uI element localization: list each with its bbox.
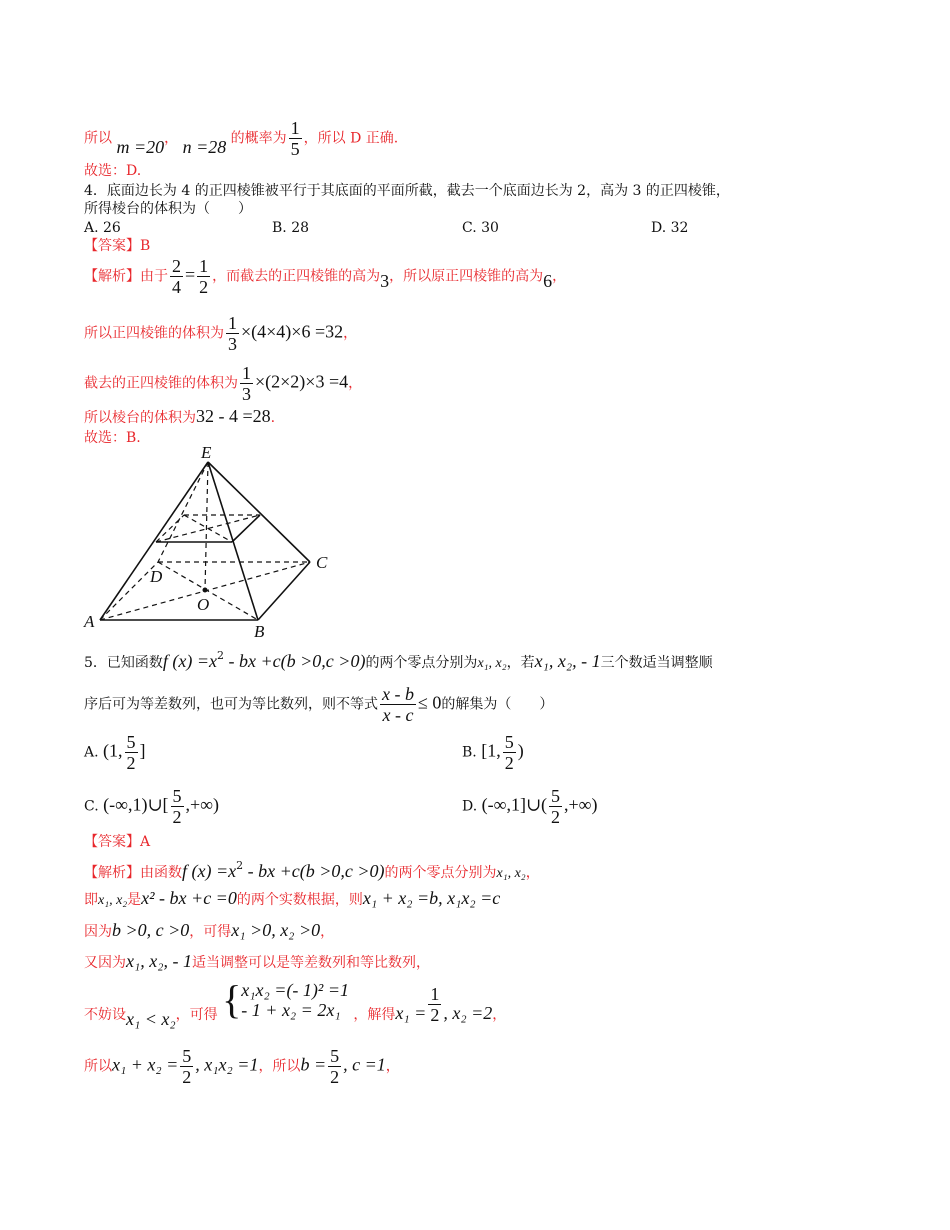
label-C: C	[316, 553, 328, 572]
text: 的解集为（ ）	[441, 696, 554, 713]
label-B: B	[254, 622, 265, 641]
math: x₁, x₂	[496, 866, 526, 881]
math: , c =1	[343, 1054, 386, 1075]
q5-solution-line-6	[84, 1046, 400, 1087]
edge-BC	[258, 562, 310, 620]
math: )	[517, 740, 524, 761]
text: 的两个零点分别为	[384, 865, 497, 881]
math: (-∞,1)∪[	[103, 794, 169, 815]
q4-option-a: A. 26	[84, 220, 121, 236]
fraction: $\frac{5}{2}$	[172, 786, 182, 827]
text: 因为	[84, 924, 112, 940]
brace: {	[222, 977, 242, 1022]
q5-solution-line-3	[84, 920, 334, 942]
q5-stem-line-1	[84, 646, 713, 674]
q5-solution-line-4	[84, 951, 430, 973]
text: ，所以原正四棱锥的高为	[389, 268, 544, 285]
edge-EA	[100, 462, 208, 620]
math-h2: 6	[543, 270, 553, 291]
q5-answer: 【答案】A	[84, 834, 151, 850]
q5-option-a	[84, 732, 146, 773]
fraction: $\frac{5}{2}$	[504, 732, 514, 773]
math: - 1 + x₂ = 2x₁	[241, 1000, 341, 1020]
text: ，	[320, 924, 335, 940]
option-label: C.	[84, 798, 99, 815]
math: b >0, c >0	[112, 920, 190, 940]
fraction: $\frac{1}{2}$	[430, 984, 440, 1025]
text: 即	[84, 892, 98, 908]
fraction: $\frac{1}{2}$	[199, 256, 209, 297]
fraction: $\frac{1}{5}$	[290, 118, 300, 159]
text: ，	[385, 1058, 400, 1075]
math-rel: ≤ 0	[417, 692, 442, 713]
text: ，而截去的正四棱锥的高为	[212, 268, 381, 285]
math: ,+∞)	[564, 794, 598, 815]
q4-solution-line-2	[84, 313, 357, 354]
math: x₁x₂ =(- 1)² =1	[241, 980, 349, 1000]
fraction: $\frac{2}{4}$	[172, 256, 181, 297]
math: ,+∞)	[185, 794, 219, 815]
q4-answer: 【答案】B	[84, 238, 151, 254]
fraction: $\frac{1}{3}$	[242, 363, 251, 404]
label-D: D	[150, 567, 163, 586]
math: (-∞,1]∪(	[481, 794, 548, 815]
edge-ED	[158, 462, 208, 562]
math-f: - bx +c(b >0,c >0)	[224, 651, 366, 671]
math-set: x₁, x₂, - 1	[534, 651, 601, 671]
q5-option-b	[462, 732, 524, 773]
text: 5．已知函数	[84, 655, 163, 671]
text: ，	[552, 268, 567, 285]
option-label: A.	[84, 744, 99, 761]
math: ]	[139, 740, 146, 761]
pyramid-figure	[80, 442, 340, 642]
option-label: D.	[462, 798, 478, 815]
math-expr: ×(2×2)×3 =4	[255, 371, 349, 392]
q4-option-b: B. 28	[272, 220, 310, 236]
math: (1,	[103, 740, 123, 761]
q5-solution-line-1	[84, 856, 540, 884]
math-h1: 3	[380, 270, 390, 291]
math-sup: 2	[236, 859, 244, 872]
q4-stem-line-2: 所得棱台的体积为（ ）	[84, 201, 252, 217]
text: ，所以	[258, 1058, 301, 1075]
q4-option-d: D. 32	[651, 220, 689, 236]
q4-solution-line-1	[84, 256, 566, 297]
point-O	[203, 588, 208, 593]
text: 适当调整可以是等差数列和等比数列，	[192, 955, 430, 971]
text: ，	[492, 1006, 507, 1023]
math-sup: 2	[217, 649, 225, 662]
text: 所以棱台的体积为	[84, 410, 196, 426]
math: x₁ + x₂ =b, x₁x₂ =c	[362, 888, 501, 908]
math-f: f (x) =x	[162, 651, 218, 671]
math-m: m =20	[116, 136, 165, 157]
text: 所以	[84, 1058, 112, 1075]
q5-option-d	[462, 786, 598, 827]
q5-option-c	[84, 786, 219, 827]
text: 由函数	[140, 865, 182, 881]
math: x₁ + x₂ =	[112, 1054, 179, 1075]
label-A: A	[84, 612, 95, 631]
fraction: $\frac{5}{2}$	[551, 786, 561, 827]
q5-stem-line-2	[84, 684, 553, 725]
text: 又因为	[84, 955, 126, 971]
q4-solution-line-3	[84, 363, 362, 404]
math: x₁ =	[395, 1002, 427, 1023]
prev-line-1	[84, 118, 398, 159]
math: x² - bx +c =0	[141, 888, 237, 908]
fraction: $\frac{1}{3}$	[228, 313, 237, 354]
prev-conclusion: 故选：D.	[84, 163, 142, 179]
label-O: O	[197, 595, 210, 614]
q4-solution-line-4	[84, 406, 275, 428]
text: ，	[164, 130, 179, 147]
equation-system	[222, 976, 349, 1024]
math: b =	[300, 1054, 327, 1075]
math: f (x) =x	[182, 861, 237, 881]
math-expr: 32 - 4 =28	[196, 406, 271, 426]
math-x: x₁, x₂	[477, 656, 507, 671]
section-diag-2	[184, 515, 232, 542]
text: ，可得	[189, 924, 232, 940]
fraction: $\frac{5}{2}$	[126, 732, 136, 773]
label-E: E	[201, 443, 212, 462]
text: 三个数适当调整顺	[600, 655, 713, 671]
text: 是	[127, 892, 142, 908]
fraction: $\frac{x - b}{x - c}$	[382, 684, 414, 725]
text: 序后可为等差数列，也可为等比数列，则不等式	[84, 696, 378, 713]
q5-solution-line-2	[84, 888, 500, 911]
math-n: n =28	[182, 136, 227, 157]
math: x₁ < x₂	[126, 1008, 176, 1029]
math: , x₂ =2	[443, 1002, 493, 1023]
solution-label: 【解析】	[84, 268, 140, 285]
text: 的两个零点分别为	[365, 655, 478, 671]
math: , x₁x₂ =1	[195, 1054, 259, 1075]
text: ，	[348, 375, 363, 392]
fraction: $\frac{5}{2}$	[182, 1046, 192, 1087]
text: 不妨设	[84, 1006, 126, 1023]
q5-solution-line-5	[84, 978, 506, 1028]
text: 所以	[84, 130, 112, 147]
math-eq: =	[185, 264, 196, 285]
q4-stem-line-1: 4．底面边长为 4 的正四棱锥被平行于其底面的平面所截，截去一个底面边长为 2，高为 3 的正四棱锥，	[84, 183, 730, 199]
text: 的两个实数根据，则	[236, 892, 363, 908]
text: 由于	[140, 268, 168, 285]
math: x₁ >0, x₂ >0	[231, 920, 321, 940]
math: - bx +c(b >0,c >0)	[243, 861, 385, 881]
text: ，若	[506, 655, 535, 671]
text: ，解得	[353, 1006, 396, 1023]
text: ，可得	[175, 1006, 218, 1023]
math: x₁, x₂	[98, 893, 128, 908]
option-label: B.	[462, 744, 477, 761]
q4-option-c: C. 30	[462, 220, 499, 236]
math-expr: ×(4×4)×6 =32	[241, 321, 344, 342]
math: x₁, x₂, - 1	[126, 951, 192, 971]
solution-label: 【解析】	[84, 865, 140, 881]
text: 所以正四棱锥的体积为	[84, 325, 224, 342]
math: [1,	[481, 740, 501, 761]
edge-EO	[205, 462, 208, 590]
q4-conclusion: 故选：B.	[84, 430, 141, 446]
text: .	[270, 410, 276, 426]
text: ，所以 D 正确.	[303, 130, 399, 147]
fraction: $\frac{5}{2}$	[330, 1046, 340, 1087]
text: 的概率为	[230, 130, 287, 147]
text: 截去的正四棱锥的体积为	[84, 375, 238, 392]
text: ，	[525, 865, 540, 881]
text: ，	[343, 325, 358, 342]
